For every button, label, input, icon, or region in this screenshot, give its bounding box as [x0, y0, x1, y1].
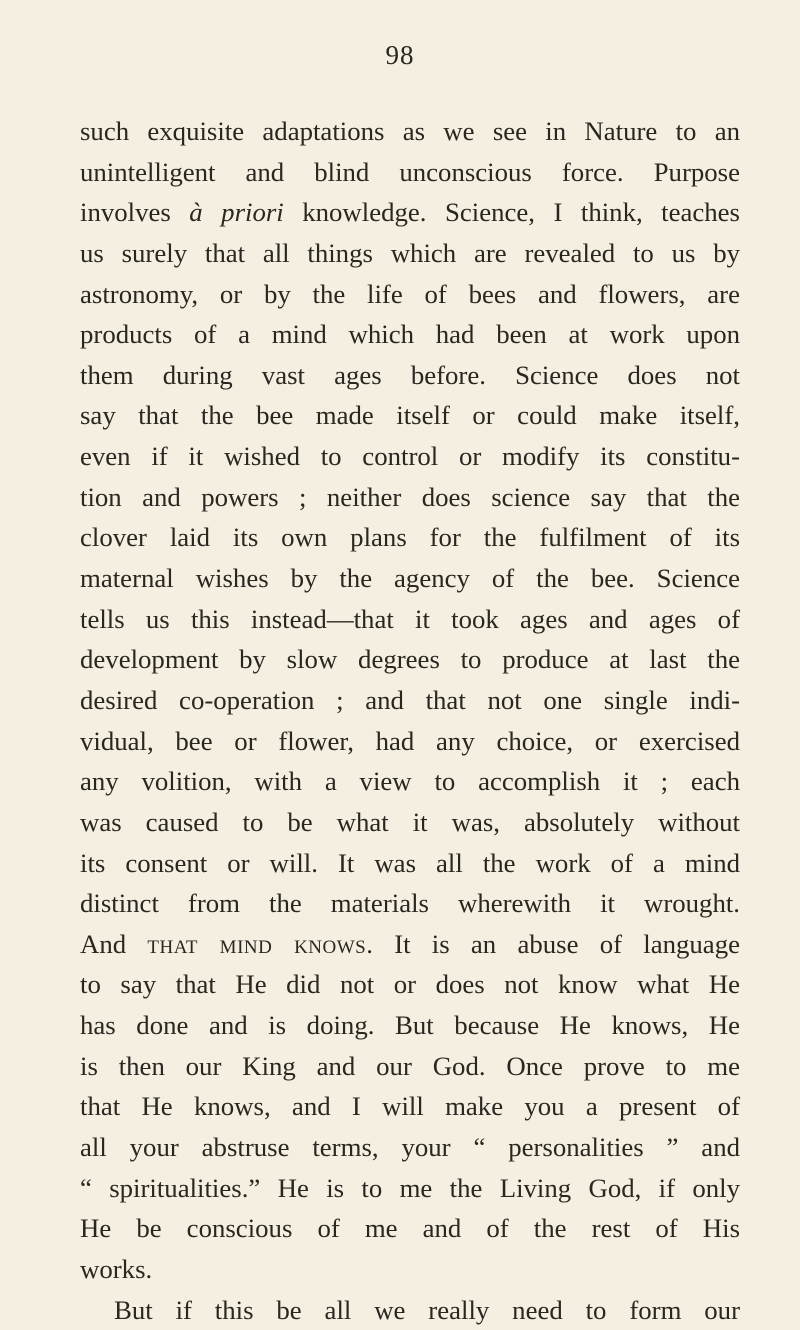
italic-phrase: à priori — [189, 197, 284, 228]
text-line: say that the bee made itself or could make itself, — [80, 400, 740, 431]
text-line: all your abstruse terms, your “ personalities ” and — [80, 1132, 740, 1163]
text-line: clover laid its own plans for the fulfilment of its — [80, 522, 740, 553]
text-line: such exquisite adaptations as we see in Nature to an — [80, 116, 740, 146]
text-line: vidual, bee or flower, had any choice, or exercised — [80, 725, 740, 756]
text-line: any volition, with a view to accomplish it ; each — [80, 766, 740, 797]
text-line: unintelligent and blind unconscious force. Purpose — [80, 156, 740, 187]
text-line: was caused to be what it was, absolutely without — [80, 806, 740, 837]
text-line: even if it wished to control or modify its constitu- — [80, 441, 740, 472]
text-line — [80, 924, 740, 965]
paragraph-start-line: But if this be all we really need to form our — [114, 1294, 740, 1325]
text-line: that He knows, and I will make you a present of — [80, 1091, 740, 1122]
text-line: He be conscious of me and of the rest of His — [80, 1213, 740, 1244]
page-number: 98 — [385, 40, 415, 70]
text-run: involves — [80, 197, 190, 228]
text-line — [80, 192, 740, 233]
body-text — [80, 111, 740, 1330]
text-line: its consent or will. It was all the work of a mind — [80, 847, 740, 878]
text-line: products of a mind which had been at work upon — [80, 319, 740, 350]
paragraph-end-line: works. — [80, 1253, 153, 1284]
text-line: distinct from the materials wherewith it wrought. — [80, 888, 740, 919]
text-line: to say that He did not or does not know what He — [80, 969, 740, 1000]
text-line: is then our King and our God. Once prove to me — [80, 1050, 740, 1081]
text-line: development by slow degrees to produce at last the — [80, 644, 740, 675]
text-line: has done and is doing. But because He knows, He — [80, 1010, 740, 1041]
text-line: desired co-operation ; and that not one single indi- — [80, 684, 740, 715]
text-run: . It is an abuse of language — [366, 928, 740, 959]
text-line: tion and powers ; neither does science say that the — [80, 481, 740, 512]
text-line: tells us this instead—that it took ages and ages of — [80, 603, 740, 634]
text-line: “ spiritualities.” He is to me the Living God, if only — [80, 1172, 740, 1203]
text-line: maternal wishes by the agency of the bee. Science — [80, 563, 740, 594]
text-line: them during vast ages before. Science does not — [80, 359, 740, 390]
text-run: knowledge. Science, I think, teaches — [283, 197, 740, 228]
text-run: And — [80, 928, 148, 959]
small-caps-phrase: that mind knows — [147, 928, 367, 959]
text-line: astronomy, or by the life of bees and flowers, are — [80, 278, 740, 309]
text-line: us surely that all things which are revealed to us by — [80, 237, 740, 268]
